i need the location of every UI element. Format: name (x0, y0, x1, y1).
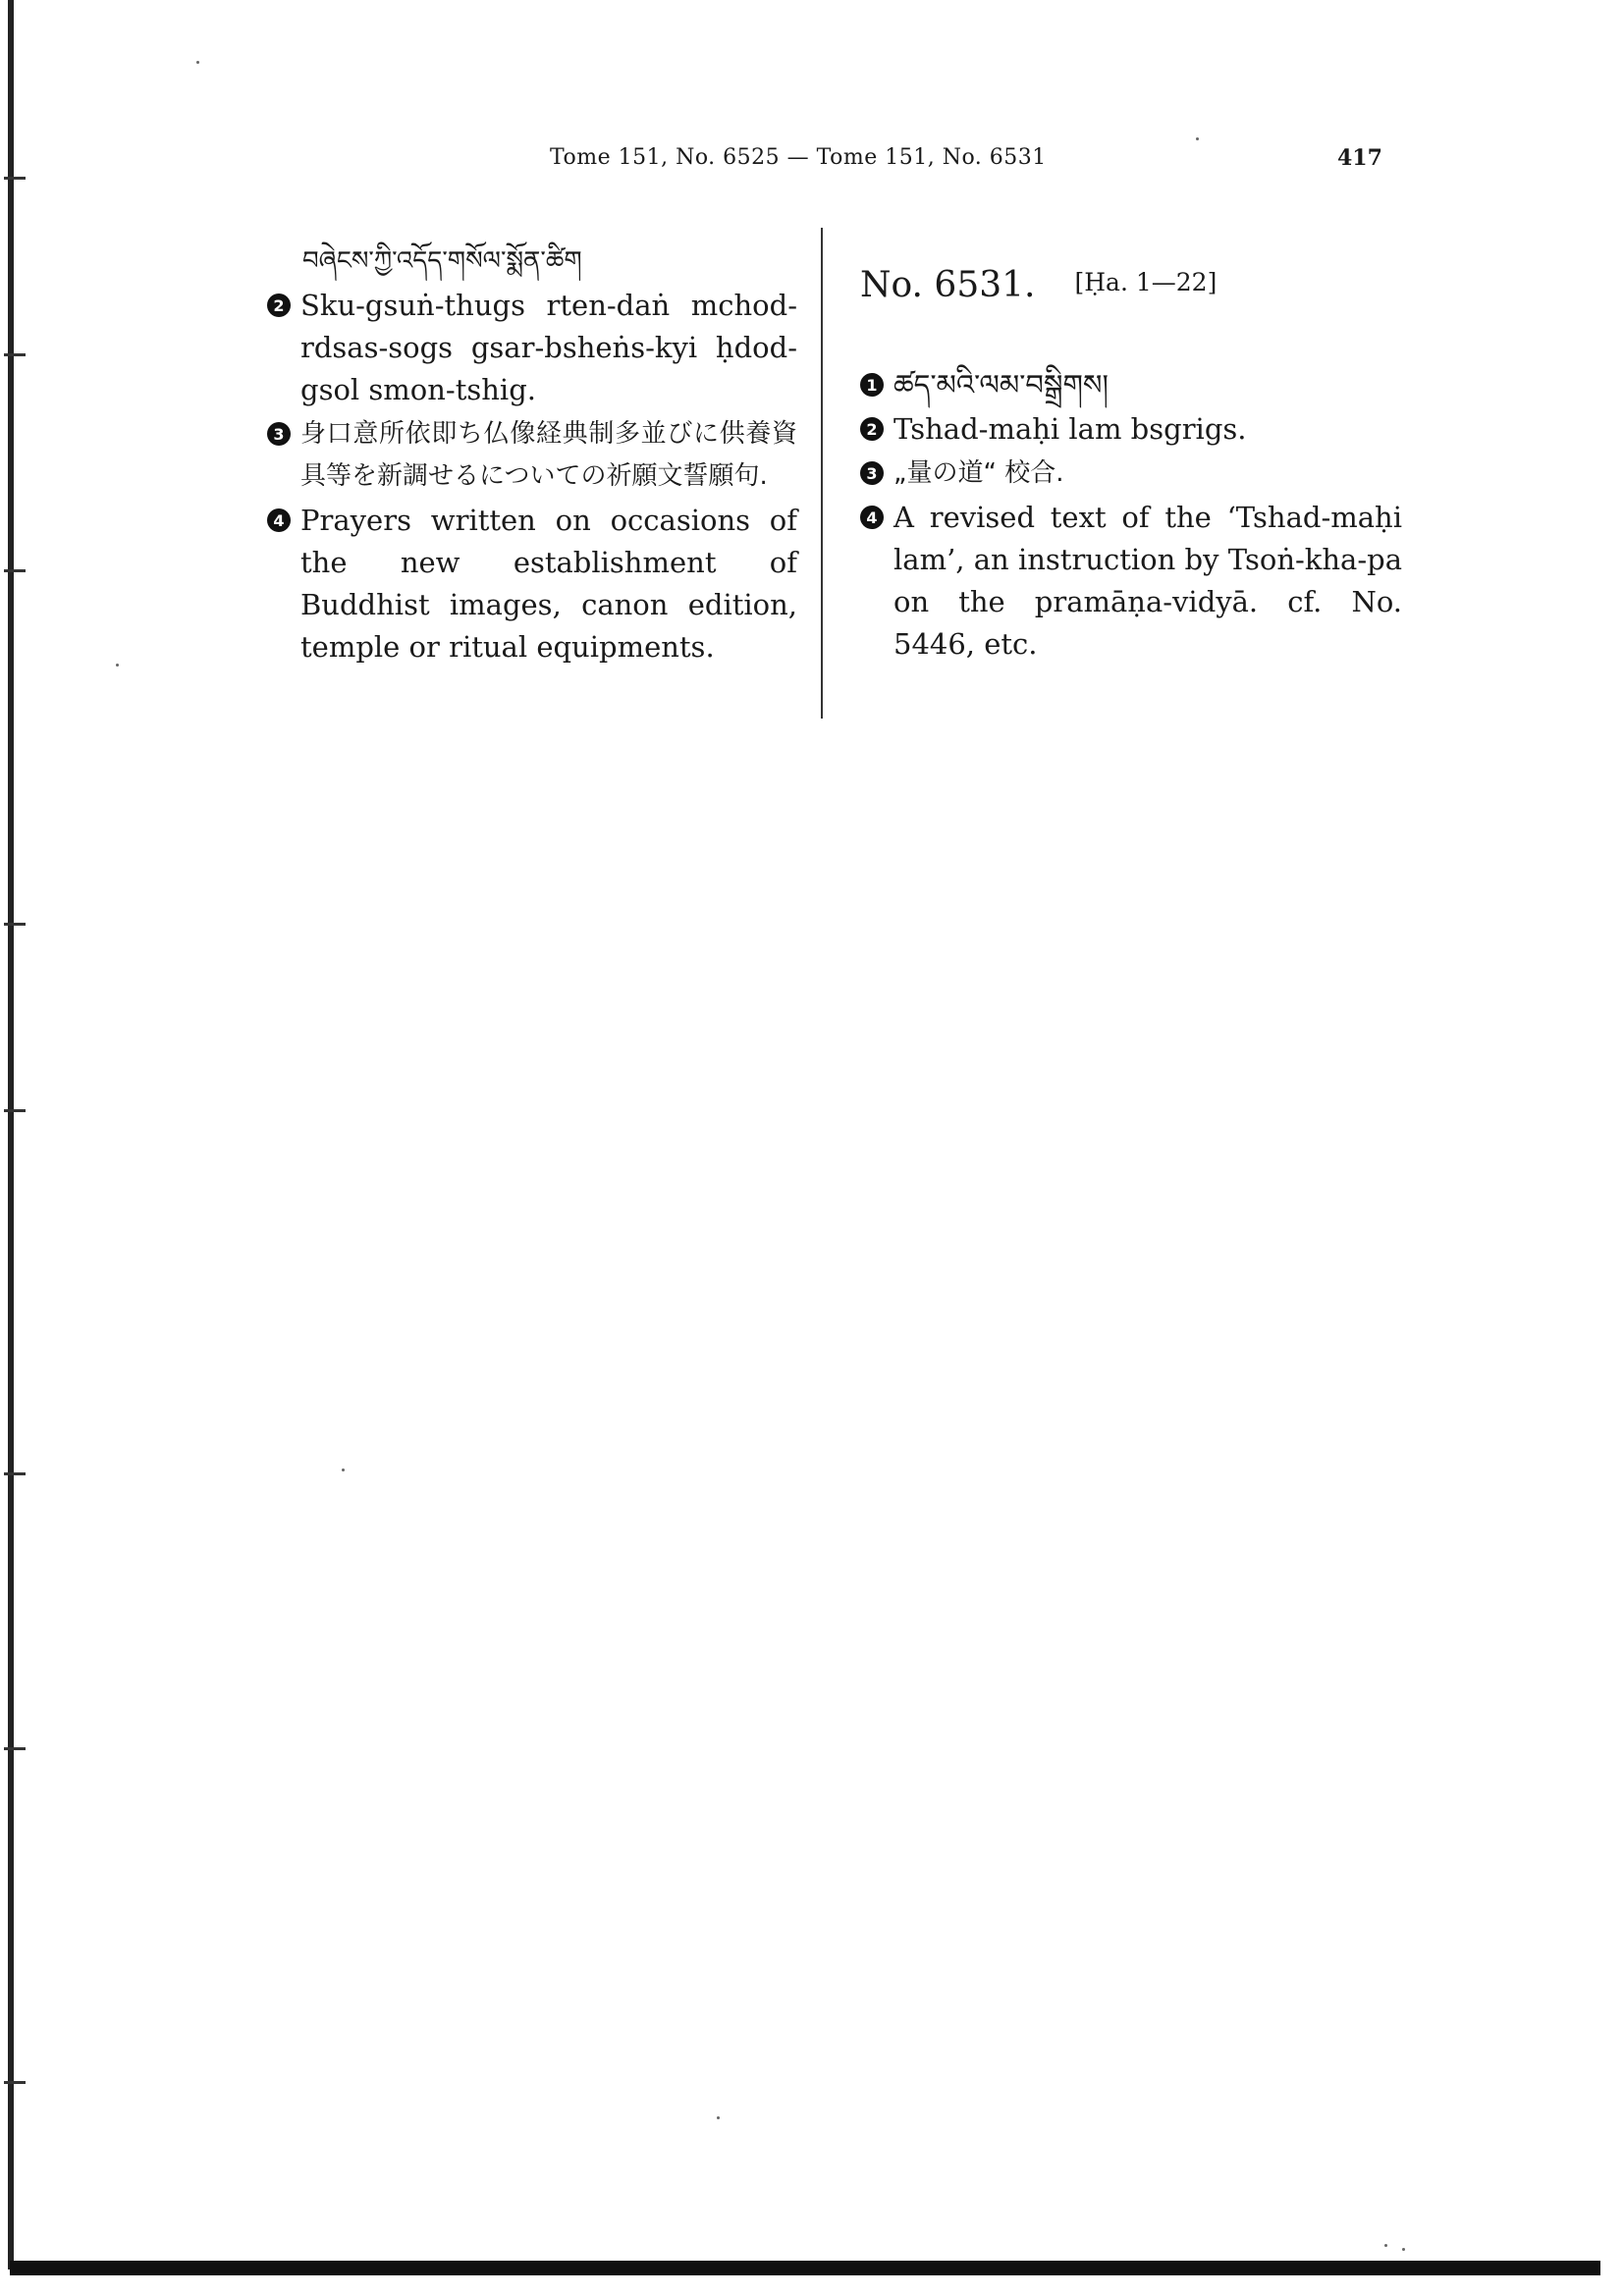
circled-number-1-icon: 1 (860, 373, 884, 397)
scan-speck (342, 1468, 345, 1471)
scan-speck (1402, 2248, 1405, 2251)
english-description: A revised text of the ‘Tshad-maḥi lam’, an instruction by Tsoṅ-kha-pa on the pramāṇa-vidyā. cf. No. 5446, etc. (893, 501, 1402, 661)
circled-number-4-icon: 4 (267, 508, 291, 532)
scan-speck (1384, 2244, 1387, 2247)
page-number: 417 (1337, 145, 1382, 171)
circled-number-2-icon: 2 (267, 294, 291, 317)
entry-heading (860, 265, 1402, 305)
binding-mark (4, 1109, 26, 1112)
column-divider (821, 228, 823, 719)
left-column (267, 241, 797, 670)
japanese-title: 身口意所依即ち仏像経典制多並びに供養資具等を新調せるについての祈願文誓願句. (300, 419, 797, 491)
binding-mark (4, 923, 26, 926)
scan-speck (1196, 137, 1199, 140)
list-item (267, 285, 797, 411)
english-description: Prayers written on occasions of the new establishment of Buddhist images, canon edition, temple or ritual equipments. (300, 504, 797, 664)
list-item (267, 413, 797, 498)
binding-mark (4, 1747, 26, 1750)
binding-edge (8, 0, 14, 2269)
circled-number-2-icon: 2 (860, 417, 884, 441)
list-item (860, 364, 1402, 406)
bottom-rule (10, 2261, 1600, 2275)
japanese-title: „量の道“ 校合. (893, 458, 1064, 488)
list-item (860, 453, 1402, 495)
circled-number-4-icon: 4 (860, 506, 884, 529)
scan-speck (196, 61, 199, 64)
list-item (860, 408, 1402, 451)
running-head: Tome 151, No. 6525 — Tome 151, No. 6531 (550, 145, 1047, 170)
tibetan-title: བཞེངས་ཀྱི་འདོད་གསོལ་སྨོན་ཚིག (302, 246, 582, 276)
transliterated-title: Sku-gsuṅ-thugs rten-daṅ mchod-rdsas-sogs gsar-bsheṅs-kyi ḥdod-gsol smon-tshig. (300, 289, 797, 406)
right-column (860, 265, 1402, 667)
binding-mark (4, 1472, 26, 1475)
binding-mark (4, 177, 26, 180)
binding-mark (4, 569, 26, 572)
binding-mark (4, 353, 26, 356)
circled-number-3-icon: 3 (267, 422, 291, 446)
list-item (860, 497, 1402, 666)
entry-reference: [Ḥa. 1—22] (1074, 268, 1218, 296)
scan-speck (116, 664, 119, 667)
entry-number: No. 6531. (860, 265, 1036, 305)
scan-speck (717, 2116, 720, 2119)
circled-number-3-icon: 3 (860, 461, 884, 485)
transliterated-title: Tshad-maḥi lam bsgrigs. (893, 412, 1247, 446)
binding-mark (4, 2081, 26, 2084)
tibetan-title: ཚད་མའི་ལམ་བསྒྲིགས། (893, 368, 1109, 401)
list-item (267, 500, 797, 668)
